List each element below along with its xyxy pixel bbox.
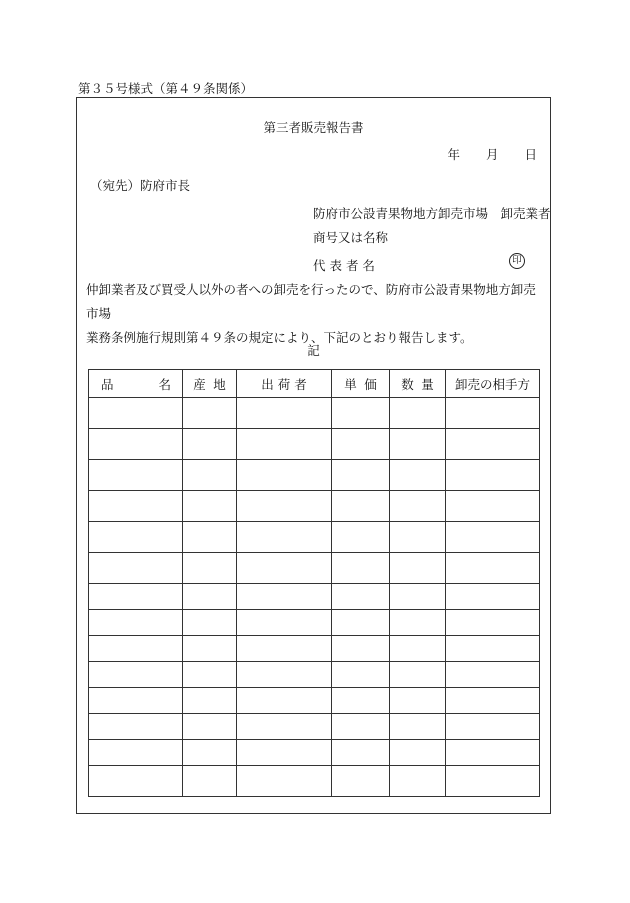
sender-representative: 代 表 者 名 xyxy=(313,258,375,273)
header-unit-price: 単価 xyxy=(332,370,390,398)
seal-mark: 印 xyxy=(509,253,525,269)
ki-heading: 記 xyxy=(307,343,320,358)
sender-market: 防府市公設青果物地方卸売市場 卸売業者 xyxy=(313,206,551,221)
header-item-name: 品 名 xyxy=(89,370,183,398)
table-row xyxy=(89,460,540,491)
sales-table xyxy=(88,369,540,797)
header-shipper: 出 荷 者 xyxy=(237,370,332,398)
body-line-2: 業務条例施行規則第４９条の規定により、下記のとおり報告します。 xyxy=(86,330,473,345)
report-form xyxy=(76,97,551,814)
table-row xyxy=(89,636,540,662)
date-line xyxy=(447,145,537,163)
table-row xyxy=(89,740,540,766)
header-quantity: 数量 xyxy=(390,370,446,398)
report-body xyxy=(86,278,544,350)
table-row xyxy=(89,714,540,740)
sender-company-name: 商号又は名称 xyxy=(313,230,389,245)
table-row xyxy=(89,766,540,797)
header-buyer: 卸売の相手方 xyxy=(446,370,540,398)
table-row xyxy=(89,398,540,429)
table-row xyxy=(89,610,540,636)
body-line-1: 仲卸業者及び買受人以外の者への卸売を行ったので、防府市公設青果物地方卸売市場 xyxy=(86,282,536,321)
form-number: 第３５号様式（第４９条関係） xyxy=(78,81,254,96)
table-row xyxy=(89,491,540,522)
date-month: 月 xyxy=(485,147,499,162)
table-row xyxy=(89,553,540,584)
addressee: （宛先）防府市長 xyxy=(90,178,191,193)
table-row xyxy=(89,429,540,460)
form-title: 第三者販売報告書 xyxy=(263,120,364,135)
table-row xyxy=(89,688,540,714)
table-header-row xyxy=(89,370,540,398)
table-row xyxy=(89,584,540,610)
table-row xyxy=(89,662,540,688)
table-row xyxy=(89,522,540,553)
header-origin: 産地 xyxy=(183,370,237,398)
date-day: 日 xyxy=(524,147,537,162)
date-year: 年 xyxy=(447,147,460,162)
